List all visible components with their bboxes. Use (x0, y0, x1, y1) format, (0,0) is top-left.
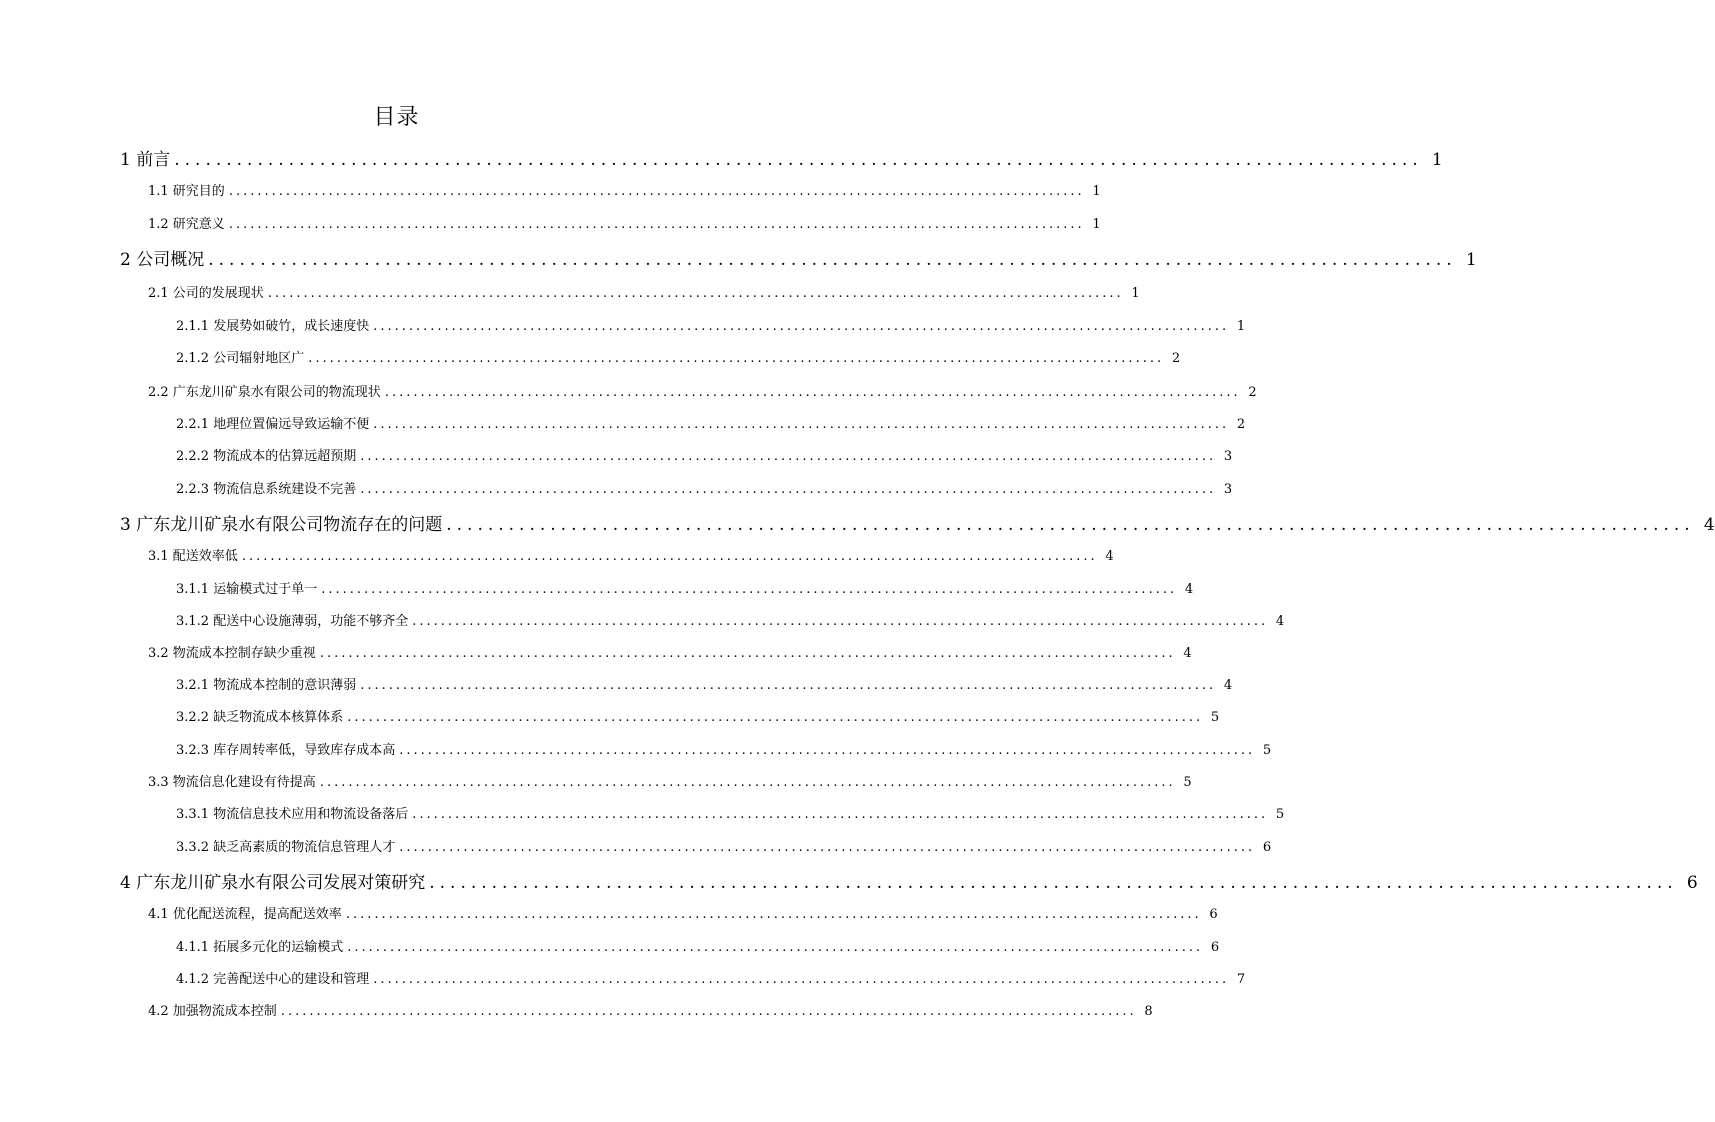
toc-dot-leader: ........................................................................................................................ (412, 614, 1269, 629)
toc-page-number: 3 (1223, 482, 1233, 497)
toc-entry-label: 3.3.2 缺乏高素质的物流信息管理人才 (176, 840, 396, 855)
toc-page-number: 4 (1105, 549, 1114, 564)
toc-entry-label: 4 广东龙川矿泉水有限公司发展对策研究 (120, 873, 426, 893)
toc-dot-leader: ........................................................................................................................ (347, 940, 1204, 955)
toc-dot-leader: ........................................................................................................................ (373, 972, 1230, 987)
toc-dot-leader: ........................................................................................................................ (384, 385, 1241, 400)
toc-dot-leader: ........................................................................................................................ (228, 184, 1085, 199)
toc-entry[interactable] (120, 145, 1443, 170)
toc-entry[interactable] (148, 642, 1192, 661)
toc-entry[interactable] (176, 739, 1272, 758)
toc-entry-label: 3.2.1 物流成本控制的意识薄弱 (176, 678, 357, 693)
toc-entry[interactable] (176, 445, 1233, 464)
toc-page-number: 5 (1183, 775, 1192, 790)
toc-dot-leader: ........................................................................................................................ (360, 449, 1217, 464)
toc-page-number: 4 (1275, 614, 1285, 629)
toc-page-number: 6 (1209, 907, 1218, 922)
toc-entry-label: 3.1 配送效率低 (148, 549, 238, 564)
toc-entry[interactable] (148, 1000, 1153, 1019)
toc-dot-leader: ........................................................................................................................ (241, 549, 1098, 564)
toc-entry[interactable] (176, 674, 1233, 693)
toc-entry[interactable] (176, 315, 1246, 334)
toc-entry-label: 2 公司概况 (120, 250, 205, 270)
toc-entry-label: 2.2.1 地理位置偏远导致运输不便 (176, 417, 370, 432)
toc-dot-leader: ........................................................................................................................ (319, 646, 1176, 661)
toc-entry-label: 2.1 公司的发展现状 (148, 286, 264, 301)
toc-entry-label: 3 广东龙川矿泉水有限公司物流存在的问题 (120, 515, 443, 535)
toc-entry[interactable] (176, 578, 1194, 597)
toc-dot-leader: ........................................................................................................................ (321, 582, 1178, 597)
toc-dot-leader: ........................................................................................................................ (429, 873, 1678, 893)
toc-entry-label: 1.1 研究目的 (148, 184, 225, 199)
toc-page-number: 1 (1131, 286, 1140, 301)
toc-entry[interactable] (120, 868, 1698, 893)
toc-entry[interactable] (148, 282, 1140, 301)
toc-page-number: 5 (1275, 807, 1285, 822)
toc-page-number: 3 (1223, 449, 1233, 464)
toc-entry[interactable] (176, 968, 1246, 987)
toc-page-number: 1 (1092, 217, 1101, 232)
toc-dot-leader: ........................................................................................................................ (360, 482, 1217, 497)
toc-page-number: 6 (1686, 873, 1698, 893)
toc-dot-leader: ........................................................................................................................ (399, 743, 1256, 758)
toc-dot-leader: ........................................................................................................................ (412, 807, 1269, 822)
toc-entry[interactable] (148, 771, 1192, 790)
toc-dot-leader: ........................................................................................................................ (308, 351, 1165, 366)
toc-page-number: 4 (1223, 678, 1233, 693)
toc-entry-label: 3.2.2 缺乏物流成本核算体系 (176, 710, 344, 725)
toc-page-number: 1 (1431, 150, 1443, 170)
toc-page-number: 8 (1144, 1004, 1153, 1019)
toc-dot-leader: ........................................................................................................................ (360, 678, 1217, 693)
toc-entry-label: 3.1.1 运输模式过于单一 (176, 582, 318, 597)
toc-dot-leader: ........................................................................................................................ (347, 710, 1204, 725)
toc-dot-leader: ........................................................................................................................ (373, 319, 1230, 334)
toc-page-number: 5 (1262, 743, 1272, 758)
toc-entry-label: 3.2 物流成本控制存缺少重视 (148, 646, 316, 661)
toc-dot-leader: ........................................................................................................................ (399, 840, 1256, 855)
toc-entry-label: 3.2.3 库存周转率低，导致库存成本高 (176, 743, 396, 758)
toc-dot-leader: ........................................................................................................................ (174, 150, 1423, 170)
toc-entry[interactable] (176, 610, 1285, 629)
toc-entry[interactable] (148, 545, 1114, 564)
toc-page-number: 4 (1184, 582, 1194, 597)
toc-page-number: 7 (1236, 972, 1246, 987)
toc-entry[interactable] (176, 347, 1181, 366)
toc-entry[interactable] (148, 381, 1257, 400)
toc-entry-label: 2.2.2 物流成本的估算远超预期 (176, 449, 357, 464)
toc-entry-label: 2.2 广东龙川矿泉水有限公司的物流现状 (148, 385, 381, 400)
toc-dot-leader: ........................................................................................................................ (319, 775, 1176, 790)
toc-dot-leader: ........................................................................................................................ (373, 417, 1230, 432)
toc-entry-label: 3.1.2 配送中心设施薄弱，功能不够齐全 (176, 614, 409, 629)
toc-title: 目录 (373, 105, 420, 130)
toc-dot-leader: ........................................................................................................................ (345, 907, 1202, 922)
toc-dot-leader: ........................................................................................................................ (446, 515, 1695, 535)
toc-dot-leader: ........................................................................................................................ (228, 217, 1085, 232)
toc-dot-leader: ........................................................................................................................ (267, 286, 1124, 301)
toc-entry-label: 2.2.3 物流信息系统建设不完善 (176, 482, 357, 497)
toc-entry-label: 4.1 优化配送流程，提高配送效率 (148, 907, 342, 922)
toc-entry-label: 4.2 加强物流成本控制 (148, 1004, 277, 1019)
toc-entry-label: 2.1.1 发展势如破竹，成长速度快 (176, 319, 370, 334)
toc-entry-label: 4.1.1 拓展多元化的运输模式 (176, 940, 344, 955)
toc-entry[interactable] (176, 836, 1272, 855)
toc-entry[interactable] (176, 803, 1285, 822)
toc-dot-leader: ........................................................................................................................ (208, 250, 1457, 270)
toc-entry[interactable] (120, 510, 1715, 535)
toc-entry[interactable] (176, 478, 1233, 497)
toc-page-number: 6 (1262, 840, 1272, 855)
toc-entry[interactable] (176, 706, 1220, 725)
toc-page-number: 2 (1171, 351, 1181, 366)
toc-entry[interactable] (176, 936, 1220, 955)
toc-entry[interactable] (148, 213, 1101, 232)
toc-entry-label: 4.1.2 完善配送中心的建设和管理 (176, 972, 370, 987)
toc-page-number: 1 (1465, 250, 1477, 270)
toc-entry-label: 3.3 物流信息化建设有待提高 (148, 775, 316, 790)
toc-page-number: 1 (1092, 184, 1101, 199)
toc-page-number: 4 (1703, 515, 1715, 535)
toc-entry-label: 2.1.2 公司辐射地区广 (176, 351, 305, 366)
toc-entry-label: 3.3.1 物流信息技术应用和物流设备落后 (176, 807, 409, 822)
toc-page-number: 5 (1210, 710, 1220, 725)
toc-entry-label: 1.2 研究意义 (148, 217, 225, 232)
toc-dot-leader: ........................................................................................................................ (280, 1004, 1137, 1019)
toc-entry[interactable] (148, 903, 1218, 922)
toc-page-number: 1 (1236, 319, 1246, 334)
toc-entry-label: 1 前言 (120, 150, 171, 170)
toc-page-number: 4 (1183, 646, 1192, 661)
toc-entry[interactable] (148, 180, 1101, 199)
toc-page-number: 2 (1248, 385, 1257, 400)
toc-page-number: 2 (1236, 417, 1246, 432)
toc-entry[interactable] (176, 413, 1246, 432)
toc-entry[interactable] (120, 245, 1477, 270)
toc-page-number: 6 (1210, 940, 1220, 955)
